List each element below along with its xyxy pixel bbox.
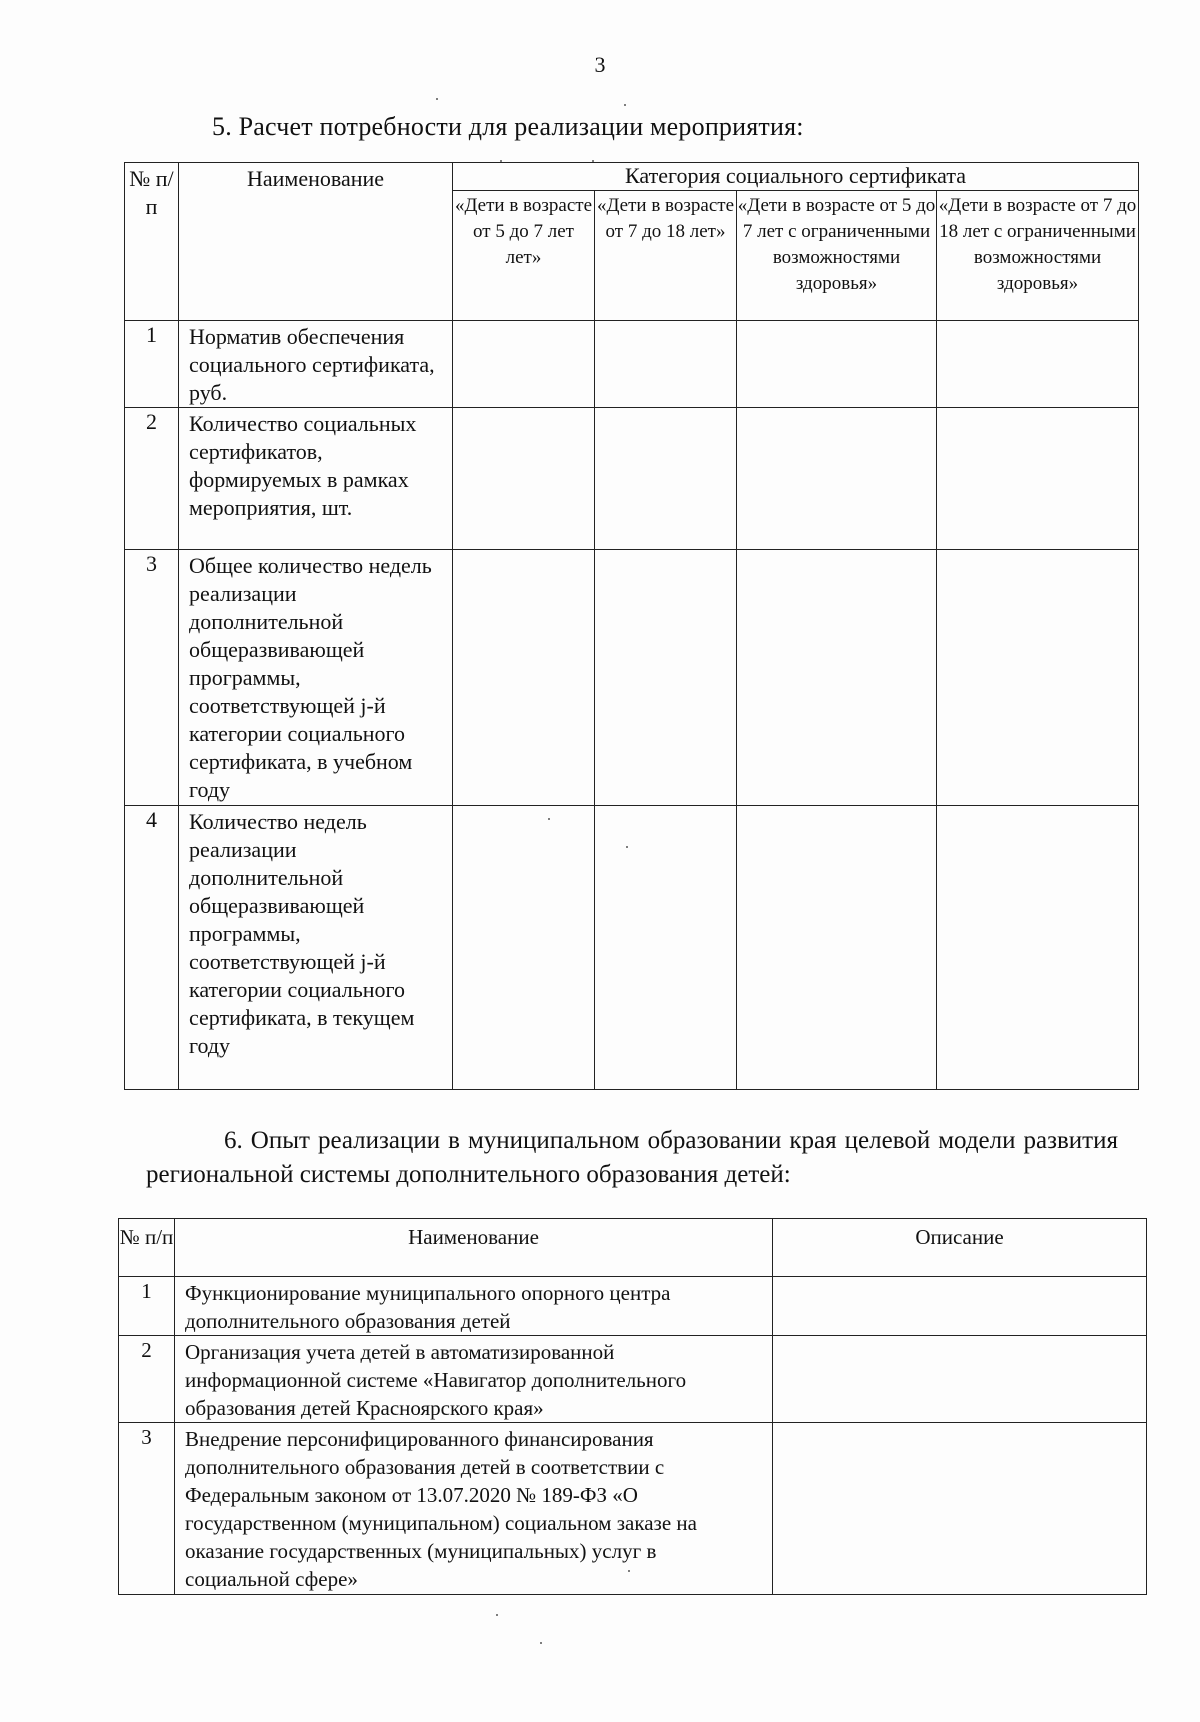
value-cell[interactable] — [453, 321, 595, 408]
table-row — [125, 550, 1139, 806]
value-cell[interactable] — [737, 321, 937, 408]
row-name: Функционирование муниципального опорного центра дополнительного образования детей — [175, 1277, 773, 1336]
value-cell[interactable] — [937, 806, 1139, 1090]
section-6-title: 6. Опыт реализации в муниципальном образовании края целевой модели развития региональной системы дополнительного образования детей: — [146, 1127, 1118, 1188]
value-cell[interactable] — [453, 408, 595, 550]
row-number: 3 — [125, 550, 179, 806]
table-row — [125, 408, 1139, 550]
table-row — [125, 321, 1139, 408]
column-header-description: Описание — [773, 1219, 1147, 1277]
scan-speck — [624, 104, 626, 106]
scan-speck — [436, 98, 438, 100]
column-header-category-group: Категория социального сертификата — [453, 163, 1139, 191]
value-cell[interactable] — [737, 408, 937, 550]
value-cell[interactable] — [937, 321, 1139, 408]
value-cell[interactable] — [737, 550, 937, 806]
table-row — [125, 806, 1139, 1090]
row-name: Общее количество недель реализации дополнительной общеразвивающей программы, соответствующей j-й категории социального сертификата, в учебном году — [179, 550, 453, 806]
table-row — [119, 1277, 1147, 1336]
row-number: 3 — [119, 1423, 175, 1595]
row-name: Норматив обеспечения социального сертификата, руб. — [179, 321, 453, 408]
scan-speck — [540, 1642, 542, 1644]
row-name: Организация учета детей в автоматизированной информационной системе «Навигатор дополнительного образования детей Красноярского края» — [175, 1336, 773, 1423]
section-5-title: 5. Расчет потребности для реализации мероприятия: — [212, 112, 804, 141]
table-row — [119, 1336, 1147, 1423]
value-cell[interactable] — [595, 321, 737, 408]
value-cell[interactable] — [595, 408, 737, 550]
scan-speck — [500, 160, 502, 162]
column-header-name: Наименование — [179, 163, 453, 321]
description-cell[interactable] — [773, 1423, 1147, 1595]
scan-speck — [626, 846, 628, 848]
value-cell[interactable] — [453, 806, 595, 1090]
row-name: Количество социальных сертификатов, формируемых в рамках мероприятия, шт. — [179, 408, 453, 550]
row-number: 1 — [125, 321, 179, 408]
description-cell[interactable] — [773, 1277, 1147, 1336]
category-header: «Дети в возрасте от 5 до 7 лет с ограниченными возможностями здоровья» — [737, 191, 937, 321]
calculation-table — [124, 162, 1139, 1090]
row-number: 2 — [125, 408, 179, 550]
scan-speck — [496, 1614, 498, 1616]
row-name: Количество недель реализации дополнительной общеразвивающей программы, соответствующей j-й категории социального сертификата, в текущем году — [179, 806, 453, 1090]
value-cell[interactable] — [595, 806, 737, 1090]
row-number: 4 — [125, 806, 179, 1090]
description-cell[interactable] — [773, 1336, 1147, 1423]
value-cell[interactable] — [595, 550, 737, 806]
scan-speck — [592, 160, 594, 162]
category-header: «Дети в возрасте от 7 до 18 лет» — [595, 191, 737, 321]
row-name: Внедрение персонифицированного финансирования дополнительного образования детей в соответствии с Федеральным законом от 13.07.2020 № 189-ФЗ «О государственном (муниципальном) социальном заказе на оказание государственных (муниципальных) услуг в социальной сфере» — [175, 1423, 773, 1595]
category-header: «Дети в возрасте от 7 до 18 лет с ограниченными возможностями здоровья» — [937, 191, 1139, 321]
page-number: 3 — [594, 52, 606, 77]
experience-table — [118, 1218, 1147, 1595]
column-header-number: № п/п — [125, 163, 179, 321]
value-cell[interactable] — [937, 408, 1139, 550]
table-row — [119, 1423, 1147, 1595]
value-cell[interactable] — [737, 806, 937, 1090]
column-header-name: Наименование — [175, 1219, 773, 1277]
value-cell[interactable] — [937, 550, 1139, 806]
scan-speck — [628, 1570, 630, 1572]
value-cell[interactable] — [453, 550, 595, 806]
row-number: 1 — [119, 1277, 175, 1336]
scan-speck — [548, 818, 550, 820]
row-number: 2 — [119, 1336, 175, 1423]
category-header: «Дети в возрасте от 5 до 7 лет лет» — [453, 191, 595, 321]
column-header-number: № п/п — [119, 1219, 175, 1277]
